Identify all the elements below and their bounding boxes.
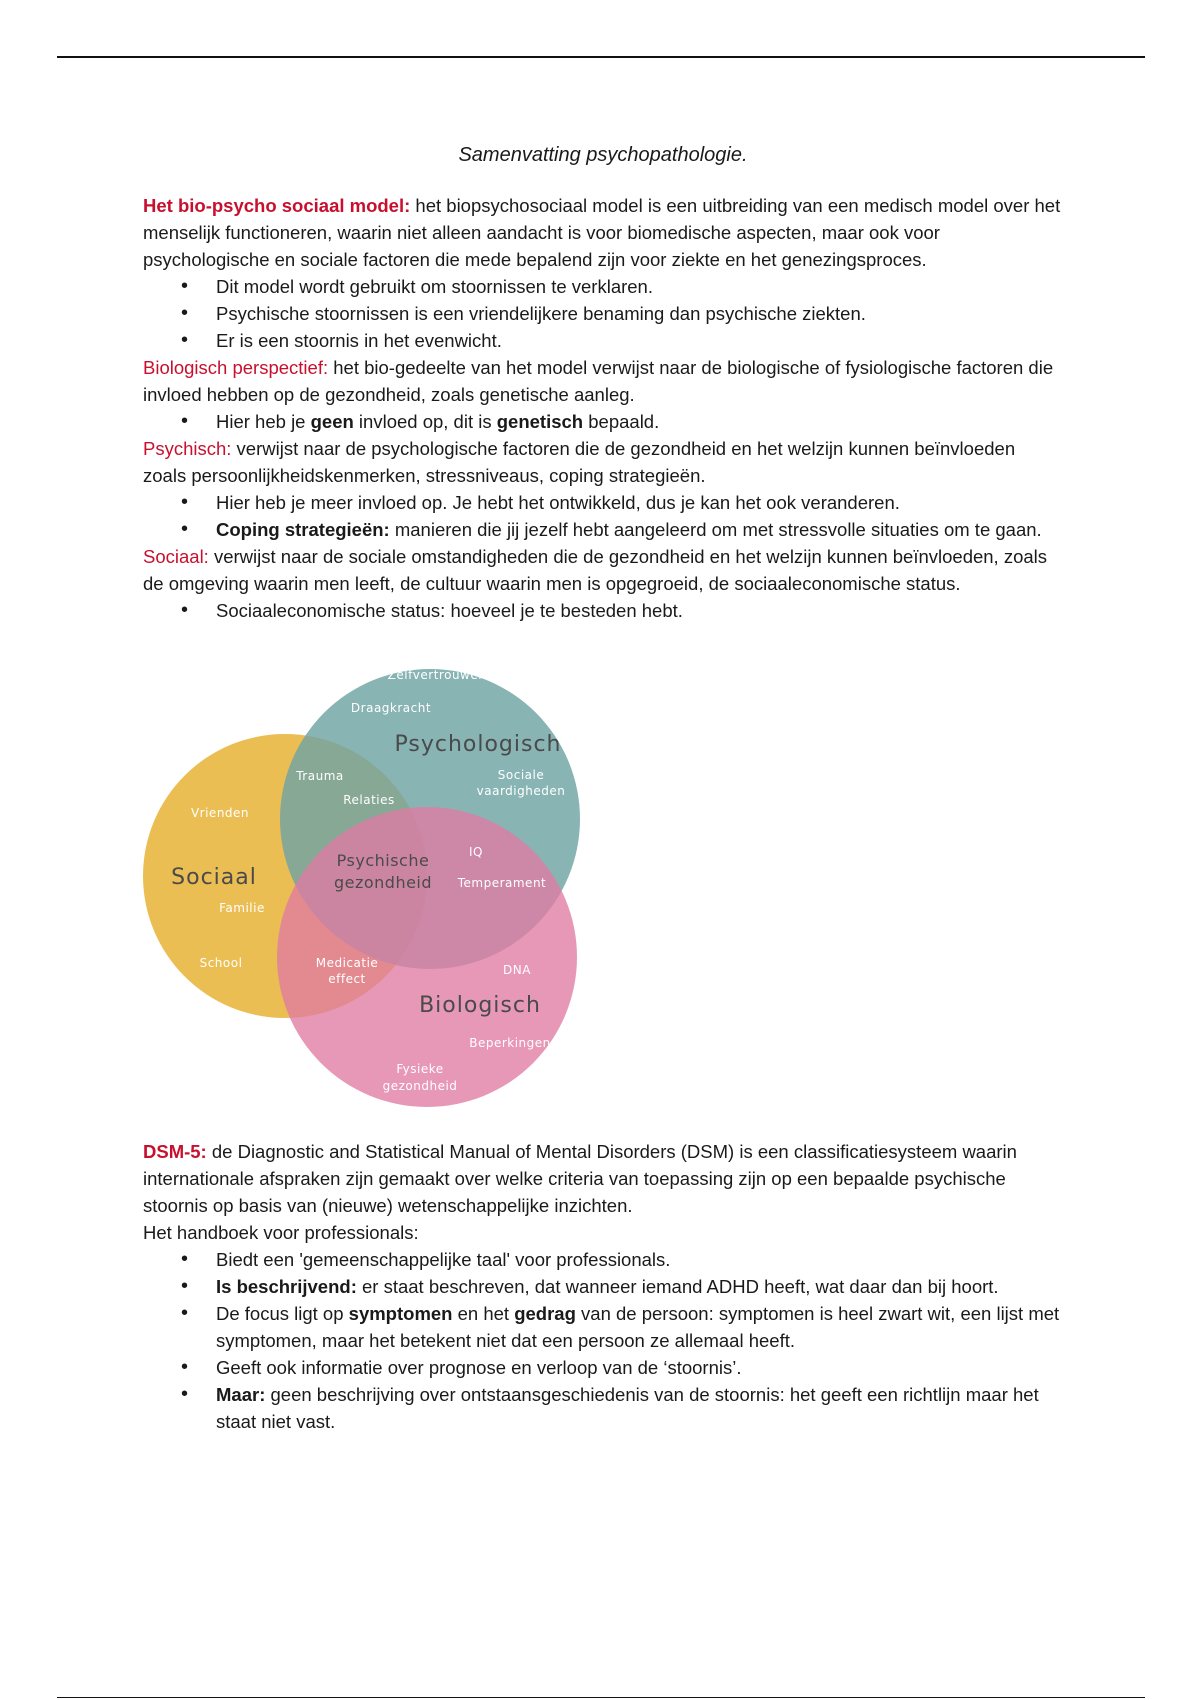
bottom-rule: [57, 1697, 1145, 1698]
bold-run: genetisch: [496, 411, 584, 432]
list-item: • Sociaaleconomische status: hoeveel je te besteden hebt.: [143, 597, 1063, 624]
label-iq: IQ: [469, 845, 483, 859]
bps-text: het biopsychosociaal model is een uitbreiding van een medisch model over het menselijk functioneren, waarin niet alleen aandacht is voor biomedische aspecten, maar ook voor psychologische en sociale factoren die mede bepalend zijn voor ziekte en het genezingsproces.: [143, 195, 1061, 270]
bio-text: het bio-gedeelte van het model verwijst naar de biologische of fysiologische factoren die invloed hebben op de gezondheid, zoals genetische aanleg.: [143, 357, 1054, 405]
bold-run: symptomen: [348, 1303, 453, 1324]
text-run: geen beschrijving over ontstaansgeschiedenis van de stoornis: het geeft een richtlijn maar het staat niet vast.: [216, 1384, 1039, 1432]
title-psychologisch: Psychologisch: [394, 732, 562, 757]
bio-term: Biologisch perspectief:: [143, 357, 329, 378]
label-trauma: Trauma: [296, 769, 344, 783]
bps-paragraph: [143, 192, 1063, 273]
text-run: van de persoon: symptomen is heel zwart wit, een lijst met symptomen, maar het betekent niet dat een persoon ze allemaal heeft.: [216, 1303, 1060, 1351]
document-title: Samenvatting psychopathologie.: [458, 144, 748, 166]
psy-text: verwijst naar de psychologische factoren die de gezondheid en het welzijn kunnen beïnvloeden zoals persoonlijkheidskenmerken, stressniveaus, coping strategieën.: [143, 438, 1016, 486]
text-run: invloed op, dit is: [353, 411, 497, 432]
bps-term: Het bio-psycho sociaal model:: [143, 195, 411, 216]
text-run: bepaald.: [583, 411, 660, 432]
psy-paragraph: [143, 435, 1063, 489]
list-item: [143, 1381, 1063, 1435]
bold-run: Is beschrijvend:: [216, 1276, 357, 1297]
venn-diagram: [137, 644, 607, 1134]
list-item: • Hier heb je meer invloed op. Je hebt het ontwikkeld, dus je kan het ook veranderen.: [143, 489, 1063, 516]
psy-term: Psychisch:: [143, 438, 232, 459]
label-vaardigheden: vaardigheden: [476, 784, 566, 798]
bio-paragraph: [143, 354, 1063, 408]
list-item: [143, 1300, 1063, 1354]
soc-term: Sociaal:: [143, 546, 209, 567]
dsm-term: DSM-5:: [143, 1141, 207, 1162]
center-psychische: Psychische: [336, 851, 430, 870]
label-draagkracht: Draagkracht: [350, 701, 432, 715]
bio-bullets: [143, 408, 1063, 435]
list-item: • Biedt een 'gemeenschappelijke taal' voor professionals.: [143, 1246, 1063, 1273]
dsm-handbook-line: Het handboek voor professionals:: [143, 1222, 419, 1243]
label-gezondheid: gezondheid: [382, 1079, 458, 1093]
text-run: manieren die jij jezelf hebt aangeleerd om met stressvolle situaties om te gaan.: [389, 519, 1042, 540]
label-dna: DNA: [503, 963, 531, 977]
title-sociaal: Sociaal: [171, 865, 257, 890]
text-run: De focus ligt op: [216, 1303, 349, 1324]
label-vrienden: Vrienden: [190, 806, 250, 820]
text-run: Hier heb je: [216, 411, 311, 432]
dsm-text: de Diagnostic and Statistical Manual of Mental Disorders (DSM) is een classificatiesysteem waarin internationale afspraken zijn gemaakt over welke criteria van toepassing zijn op een bepaalde psychische stoornis op basis van (nieuwe) wetenschappelijke inzichten.: [143, 1141, 1017, 1216]
list-item: [143, 516, 1063, 543]
bold-run: Maar:: [216, 1384, 266, 1405]
label-medicatie: Medicatie: [315, 956, 379, 970]
title-biologisch: Biologisch: [419, 993, 541, 1018]
list-item: • Psychische stoornissen is een vriendelijkere benaming dan psychische ziekten.: [143, 300, 1063, 327]
label-relaties: Relaties: [343, 793, 395, 807]
dsm-bullets: [143, 1246, 1063, 1435]
list-item: [143, 408, 1063, 435]
venn-svg: [137, 644, 607, 1134]
label-zelfvertrouwen: Zelfvertrouwen: [387, 668, 487, 682]
soc-bullets: [143, 597, 1063, 624]
document-body: [143, 140, 1063, 1435]
label-familie: Familie: [219, 901, 265, 915]
text-run: er staat beschreven, dat wanneer iemand ADHD heeft, wat daar dan bij hoort.: [356, 1276, 999, 1297]
label-temperament: Temperament: [457, 876, 547, 890]
list-item: [143, 1273, 1063, 1300]
list-item: • Geeft ook informatie over prognose en verloop van de ‘stoornis’.: [143, 1354, 1063, 1381]
dsm-paragraph: [143, 1138, 1063, 1219]
bold-run: Coping strategieën:: [216, 519, 390, 540]
label-sociale: Sociale: [497, 768, 545, 782]
list-item: • Er is een stoornis in het evenwicht.: [143, 327, 1063, 354]
psy-bullets: [143, 489, 1063, 543]
label-fysieke: Fysieke: [396, 1062, 444, 1076]
soc-text: verwijst naar de sociale omstandigheden die de gezondheid en het welzijn kunnen beïnvloeden, zoals de omgeving waarin men leeft, de cultuur waarin men is opgegroeid, de sociaaleconomische status.: [143, 546, 1048, 594]
bold-run: gedrag: [514, 1303, 576, 1324]
label-beperkingen: Beperkingen: [469, 1036, 551, 1050]
bps-bullets: [143, 273, 1063, 354]
label-school: School: [199, 956, 243, 970]
center-gezondheid: gezondheid: [333, 873, 433, 892]
text-run: en het: [452, 1303, 515, 1324]
top-rule: [57, 56, 1145, 58]
list-item: • Dit model wordt gebruikt om stoornissen te verklaren.: [143, 273, 1063, 300]
soc-paragraph: [143, 543, 1063, 597]
label-effect: effect: [328, 972, 366, 986]
bold-run: geen: [310, 411, 354, 432]
